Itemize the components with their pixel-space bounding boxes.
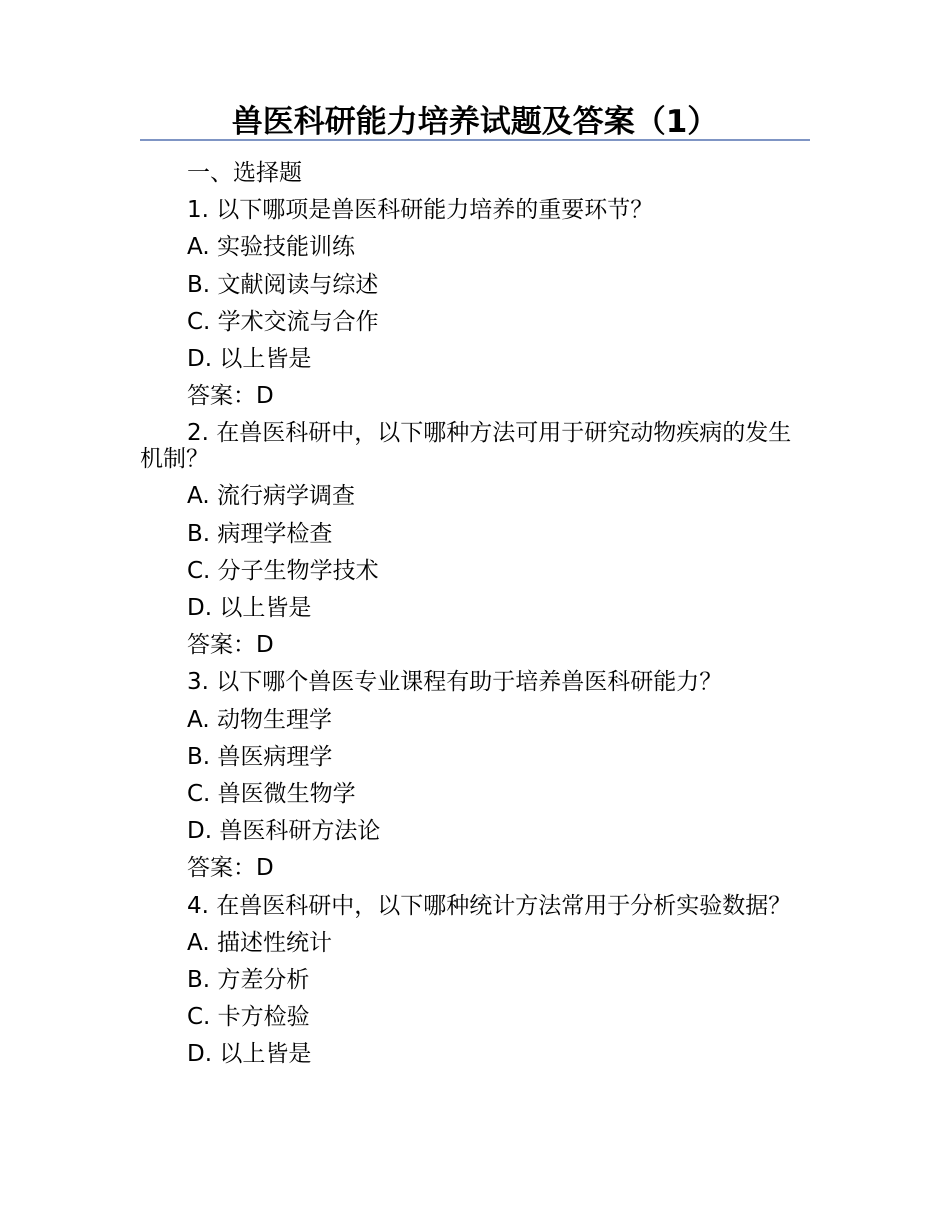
option-a: A. 流行病学调查	[187, 483, 355, 510]
answer: 答案：D	[187, 855, 274, 882]
option-b: B. 方差分析	[187, 966, 310, 993]
document-title: 兽医科研能力培养试题及答案（1）	[231, 104, 719, 140]
answer: 答案：D	[187, 632, 274, 659]
option-d: D. 以上皆是	[187, 1041, 312, 1068]
question-stem: 1. 以下哪项是兽医科研能力培养的重要环节？	[187, 197, 654, 224]
option-c: C. 分子生物学技术	[187, 557, 379, 584]
option-a: A. 动物生理学	[187, 706, 332, 733]
option-a: A. 实验技能训练	[187, 234, 355, 261]
question-stem: 2. 在兽医科研中，以下哪种方法可用于研究动物疾病的发生机制？	[140, 420, 792, 473]
option-b: B. 兽医病理学	[187, 743, 333, 770]
option-d: D. 以上皆是	[187, 595, 312, 622]
answer: 答案：D	[187, 383, 274, 410]
question-stem: 3. 以下哪个兽医专业课程有助于培养兽医科研能力？	[187, 669, 723, 696]
question-stem: 4. 在兽医科研中，以下哪种统计方法常用于分析实验数据？	[187, 892, 792, 919]
option-b: B. 文献阅读与综述	[187, 271, 379, 298]
option-c: C. 兽医微生物学	[187, 781, 356, 808]
option-b: B. 病理学检查	[187, 520, 333, 547]
document-body	[140, 155, 810, 1073]
option-d: D. 以上皆是	[187, 346, 312, 373]
option-c: C. 学术交流与合作	[187, 308, 379, 335]
option-d: D. 兽医科研方法论	[187, 818, 381, 845]
option-c: C. 卡方检验	[187, 1004, 310, 1031]
title-underline	[140, 139, 810, 141]
option-a: A. 描述性统计	[187, 929, 332, 956]
section-heading: 一、选择题	[187, 160, 302, 186]
